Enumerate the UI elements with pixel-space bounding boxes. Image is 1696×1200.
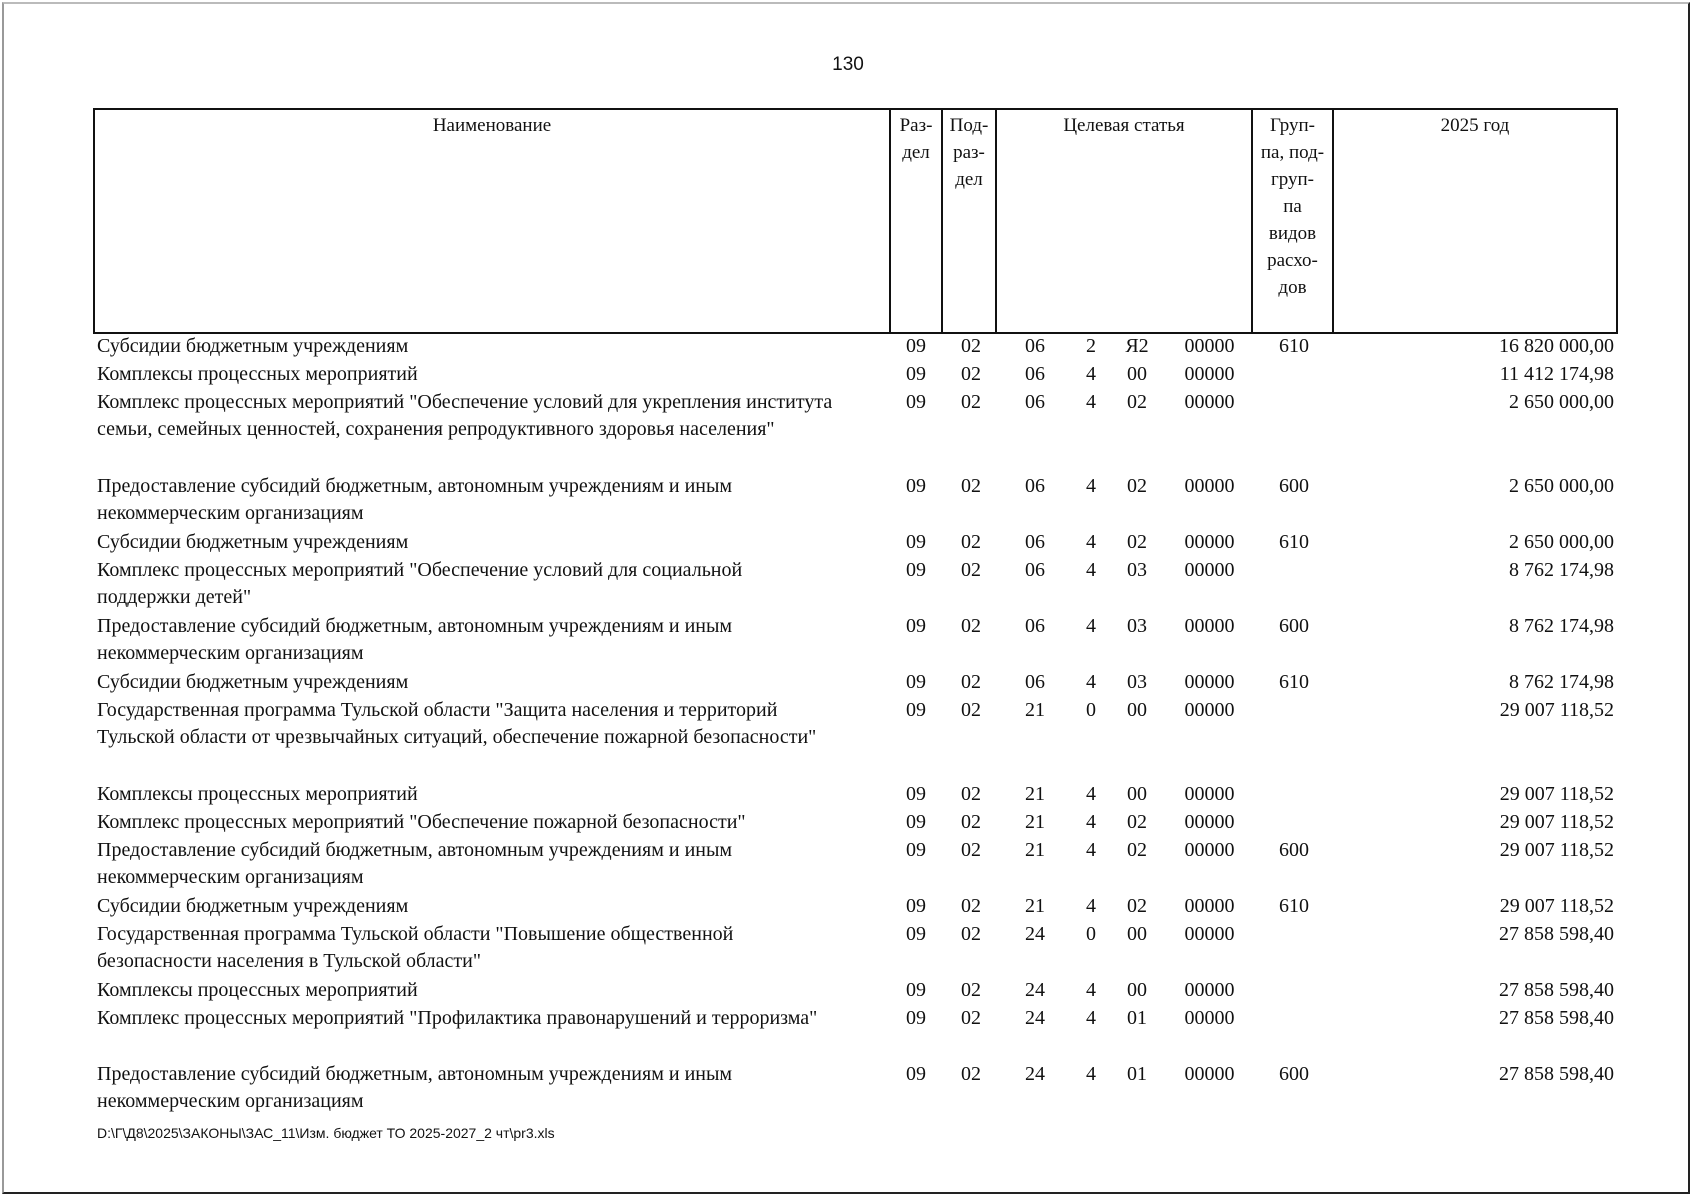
row-target-direction: 00000 [1184, 615, 1235, 637]
header-group-line: видов [1268, 223, 1317, 244]
row-razdel: 09 [906, 839, 926, 861]
row-name [97, 333, 892, 360]
row-name-line: Комплекс процессных мероприятий "Обеспечение условий для социальной [97, 559, 743, 581]
row-name [97, 361, 892, 388]
row-amount: 2 650 000,00 [1509, 475, 1614, 497]
row-target-type: 0 [1086, 923, 1096, 945]
row-name-line: Субсидии бюджетным учреждениям [97, 531, 409, 553]
row-name-line: некоммерческим организациям [97, 866, 364, 888]
row-target-type: 4 [1086, 811, 1096, 833]
row-name-line: Субсидии бюджетным учреждениям [97, 671, 409, 693]
header-group-line: па [1283, 196, 1302, 217]
row-target-program: 06 [1025, 615, 1045, 637]
row-target-type: 2 [1086, 335, 1096, 357]
row-name [97, 977, 892, 1004]
row-amount: 29 007 118,52 [1499, 811, 1614, 833]
row-razdel: 09 [906, 335, 926, 357]
row-target-structure: 01 [1127, 1063, 1147, 1085]
header-podrazdel-line: Под- [949, 115, 989, 136]
row-target-type: 4 [1086, 783, 1096, 805]
row-target-direction: 00000 [1184, 783, 1235, 805]
row-podrazdel: 02 [961, 979, 981, 1001]
row-podrazdel: 02 [961, 363, 981, 385]
row-target-program: 21 [1025, 699, 1045, 721]
row-target-structure: 02 [1127, 895, 1147, 917]
row-target-type: 4 [1086, 671, 1096, 693]
row-podrazdel: 02 [961, 615, 981, 637]
row-target-program: 24 [1025, 1007, 1045, 1029]
row-podrazdel: 02 [961, 559, 981, 581]
header-year [1332, 110, 1616, 332]
row-podrazdel: 02 [961, 699, 981, 721]
row-target-structure: 02 [1127, 531, 1147, 553]
header-group-line: Груп- [1269, 115, 1316, 136]
row-razdel: 09 [906, 559, 926, 581]
row-target-program: 21 [1025, 783, 1045, 805]
row-name [97, 837, 892, 891]
page-number: 130 [832, 54, 864, 75]
row-name [97, 529, 892, 556]
row-target-structure: 02 [1127, 391, 1147, 413]
row-target-type: 0 [1086, 699, 1096, 721]
header-razdel [889, 110, 941, 332]
row-name-line: Комплекс процессных мероприятий "Обеспечение условий для укрепления института [97, 391, 833, 413]
row-razdel: 09 [906, 1007, 926, 1029]
row-amount: 27 858 598,40 [1499, 1007, 1614, 1029]
row-amount: 11 412 174,98 [1499, 363, 1614, 385]
row-podrazdel: 02 [961, 335, 981, 357]
row-name [97, 557, 892, 611]
row-target-structure: 00 [1127, 699, 1147, 721]
row-target-direction: 00000 [1184, 699, 1235, 721]
row-name-line: безопасности населения в Тульской области" [97, 950, 482, 972]
row-target-program: 21 [1025, 811, 1045, 833]
row-podrazdel: 02 [961, 783, 981, 805]
row-target-program: 24 [1025, 1063, 1045, 1085]
row-target-type: 4 [1086, 615, 1096, 637]
row-name-line: Предоставление субсидий бюджетным, автономным учреждениям и иным [97, 839, 733, 861]
header-target-label: Целевая статья [1063, 115, 1185, 136]
row-target-program: 06 [1025, 671, 1045, 693]
row-name [97, 1005, 892, 1032]
row-name [97, 613, 892, 667]
row-name-line: Комплекс процессных мероприятий "Профилактика правонарушений и терроризма" [97, 1007, 818, 1029]
row-razdel: 09 [906, 699, 926, 721]
row-target-program: 06 [1025, 363, 1045, 385]
header-name [95, 110, 889, 332]
row-amount: 29 007 118,52 [1499, 783, 1614, 805]
row-target-type: 4 [1086, 1063, 1096, 1085]
header-group [1251, 110, 1332, 332]
row-group: 610 [1279, 531, 1309, 553]
row-name-line: Государственная программа Тульской области "Защита населения и территорий [97, 699, 778, 721]
row-amount: 8 762 174,98 [1509, 671, 1614, 693]
row-group: 610 [1279, 895, 1309, 917]
header-razdel-line: Раз- [899, 115, 933, 136]
row-podrazdel: 02 [961, 811, 981, 833]
row-podrazdel: 02 [961, 475, 981, 497]
header-razdel-line: дел [902, 142, 930, 163]
row-target-program: 21 [1025, 839, 1045, 861]
row-target-direction: 00000 [1184, 671, 1235, 693]
row-target-direction: 00000 [1184, 559, 1235, 581]
row-name [97, 669, 892, 696]
row-name-line: Субсидии бюджетным учреждениям [97, 335, 409, 357]
row-razdel: 09 [906, 923, 926, 945]
row-target-direction: 00000 [1184, 391, 1235, 413]
row-target-structure: 00 [1127, 923, 1147, 945]
row-podrazdel: 02 [961, 895, 981, 917]
row-razdel: 09 [906, 979, 926, 1001]
row-razdel: 09 [906, 671, 926, 693]
header-group-line: дов [1278, 277, 1307, 298]
row-amount: 27 858 598,40 [1499, 923, 1614, 945]
row-target-type: 4 [1086, 559, 1096, 581]
row-name-line: Государственная программа Тульской области "Повышение общественной [97, 923, 734, 945]
row-amount: 29 007 118,52 [1499, 839, 1614, 861]
header-podrazdel-line: раз- [953, 142, 985, 163]
row-target-type: 4 [1086, 531, 1096, 553]
row-razdel: 09 [906, 811, 926, 833]
row-name [97, 781, 892, 808]
row-target-structure: 02 [1127, 811, 1147, 833]
row-name-line: некоммерческим организациям [97, 502, 364, 524]
row-target-direction: 00000 [1184, 811, 1235, 833]
row-razdel: 09 [906, 475, 926, 497]
row-name [97, 697, 892, 751]
row-target-structure: 01 [1127, 1007, 1147, 1029]
row-amount: 2 650 000,00 [1509, 531, 1614, 553]
row-target-type: 4 [1086, 895, 1096, 917]
row-name-line: некоммерческим организациям [97, 642, 364, 664]
row-target-program: 06 [1025, 475, 1045, 497]
row-target-structure: 00 [1127, 363, 1147, 385]
row-target-type: 4 [1086, 363, 1096, 385]
row-name [97, 893, 892, 920]
row-podrazdel: 02 [961, 531, 981, 553]
row-razdel: 09 [906, 615, 926, 637]
row-group: 600 [1279, 839, 1309, 861]
row-target-program: 24 [1025, 979, 1045, 1001]
row-target-structure: 02 [1127, 475, 1147, 497]
header-podrazdel [941, 110, 995, 332]
row-podrazdel: 02 [961, 1007, 981, 1029]
header-group-line: расхо- [1267, 250, 1318, 271]
row-target-direction: 00000 [1184, 839, 1235, 861]
row-name-line: Комплексы процессных мероприятий [97, 783, 418, 805]
row-target-direction: 00000 [1184, 895, 1235, 917]
header-name-label: Наименование [432, 115, 552, 136]
row-name [97, 1061, 892, 1115]
row-name-line: Предоставление субсидий бюджетным, автономным учреждениям и иным [97, 615, 733, 637]
row-podrazdel: 02 [961, 839, 981, 861]
row-name-line: Субсидии бюджетным учреждениям [97, 895, 409, 917]
row-target-structure: 02 [1127, 839, 1147, 861]
file-path-footer: D:\Г\Д8\2025\ЗАКОНЫ\ЗАС_11\Изм. бюджет ТО 2025-2027_2 чт\pr3.xls [97, 1125, 555, 1141]
row-razdel: 09 [906, 391, 926, 413]
row-amount: 8 762 174,98 [1509, 615, 1614, 637]
row-podrazdel: 02 [961, 923, 981, 945]
row-target-direction: 00000 [1184, 531, 1235, 553]
row-target-program: 06 [1025, 559, 1045, 581]
row-target-structure: 03 [1127, 559, 1147, 581]
row-group: 610 [1279, 671, 1309, 693]
row-group: 610 [1279, 335, 1309, 357]
row-name [97, 473, 892, 527]
row-razdel: 09 [906, 1063, 926, 1085]
row-target-direction: 00000 [1184, 1007, 1235, 1029]
row-target-structure: 03 [1127, 671, 1147, 693]
row-target-direction: 00000 [1184, 1063, 1235, 1085]
row-target-direction: 00000 [1184, 923, 1235, 945]
row-target-direction: 00000 [1184, 979, 1235, 1001]
row-amount: 27 858 598,40 [1499, 979, 1614, 1001]
row-name-line: семьи, семейных ценностей, сохранения репродуктивного здоровья населения" [97, 418, 775, 440]
row-name [97, 389, 892, 443]
row-target-structure: 03 [1127, 615, 1147, 637]
header-group-line: груп- [1270, 169, 1315, 190]
row-podrazdel: 02 [961, 391, 981, 413]
row-name [97, 809, 892, 836]
row-target-program: 21 [1025, 895, 1045, 917]
row-razdel: 09 [906, 531, 926, 553]
row-target-type: 4 [1086, 1007, 1096, 1029]
row-target-program: 06 [1025, 391, 1045, 413]
row-target-type: 4 [1086, 391, 1096, 413]
table-header [93, 108, 1618, 334]
row-amount: 2 650 000,00 [1509, 391, 1614, 413]
row-target-type: 4 [1086, 979, 1096, 1001]
row-group: 600 [1279, 615, 1309, 637]
row-target-type: 4 [1086, 839, 1096, 861]
row-amount: 29 007 118,52 [1499, 699, 1614, 721]
row-razdel: 09 [906, 783, 926, 805]
row-razdel: 09 [906, 363, 926, 385]
row-target-structure: Я2 [1125, 335, 1149, 357]
row-razdel: 09 [906, 895, 926, 917]
row-target-direction: 00000 [1184, 363, 1235, 385]
row-target-program: 06 [1025, 335, 1045, 357]
row-amount: 8 762 174,98 [1509, 559, 1614, 581]
row-name-line: поддержки детей" [97, 586, 252, 608]
header-group-line: па, под- [1260, 142, 1325, 163]
row-name-line: некоммерческим организациям [97, 1090, 364, 1112]
row-target-direction: 00000 [1184, 335, 1235, 357]
row-target-program: 06 [1025, 531, 1045, 553]
row-name-line: Комплекс процессных мероприятий "Обеспечение пожарной безопасности" [97, 811, 746, 833]
header-year-label: 2025 год [1440, 115, 1510, 136]
row-target-structure: 00 [1127, 979, 1147, 1001]
row-podrazdel: 02 [961, 1063, 981, 1085]
row-amount: 16 820 000,00 [1499, 335, 1614, 357]
row-target-program: 24 [1025, 923, 1045, 945]
row-name-line: Предоставление субсидий бюджетным, автономным учреждениям и иным [97, 1063, 733, 1085]
row-name-line: Комплексы процессных мероприятий [97, 363, 418, 385]
header-podrazdel-line: дел [955, 169, 983, 190]
row-group: 600 [1279, 1063, 1309, 1085]
row-podrazdel: 02 [961, 671, 981, 693]
row-target-structure: 00 [1127, 783, 1147, 805]
row-amount: 27 858 598,40 [1499, 1063, 1614, 1085]
row-amount: 29 007 118,52 [1499, 895, 1614, 917]
row-group: 600 [1279, 475, 1309, 497]
header-target [995, 110, 1251, 332]
row-target-direction: 00000 [1184, 475, 1235, 497]
row-name-line: Тульской области от чрезвычайных ситуаций, обеспечение пожарной безопасности" [97, 726, 817, 748]
row-target-type: 4 [1086, 475, 1096, 497]
row-name-line: Комплексы процессных мероприятий [97, 979, 418, 1001]
row-name-line: Предоставление субсидий бюджетным, автономным учреждениям и иным [97, 475, 733, 497]
row-name [97, 921, 892, 975]
